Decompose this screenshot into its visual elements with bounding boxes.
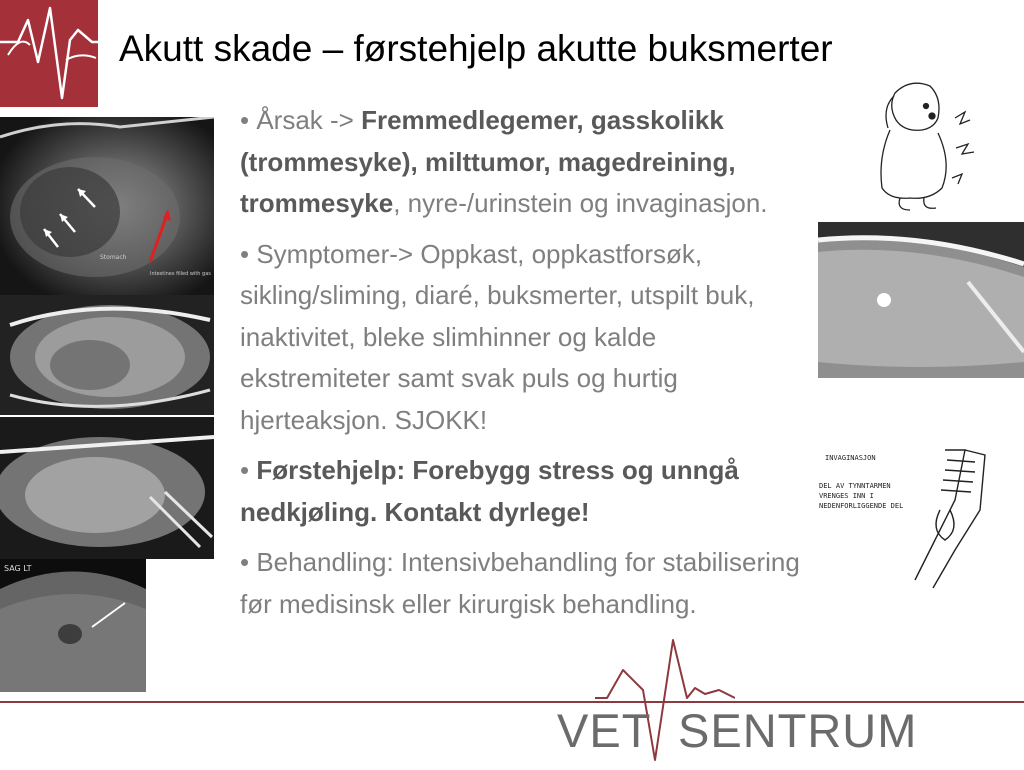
xray-image-abdomen-3 [0,417,214,559]
logo-icon [0,0,98,107]
ultrasound-image [0,559,146,692]
invagination-sketch-image [815,440,995,590]
xray-image-foreign-body [818,222,1024,378]
bullet-cause-lead: Årsak -> [256,105,362,135]
bullet-cause: • Årsak -> Fremmedlegemer, gasskolikk (trommesyke), milttumor, magedreining, trommesyke, nyre-/urinstein og invaginasjon. [240,105,768,218]
bullet-first-aid-text: Førstehjelp: Forebygg stress og unngå nedkjøling. Kontakt dyrlege! [240,455,739,527]
logo [0,0,98,107]
bullet-treatment: • Behandling: Intensivbehandling for stabilisering før medisinsk eller kirurgisk behandling. [240,547,800,619]
xray-image-stomach [0,117,214,295]
page-title: Akutt skade – førstehjelp akutte buksmerter [119,28,833,69]
footer-brand-left: VET [557,704,652,757]
sketch-caption-1: INVAGINASJON [825,454,876,462]
xray-label-intestines: Intestines filled with gas [150,271,211,277]
sketch-caption-4: NEDENFORLIGGENDE DEL [819,502,904,510]
bullet-cause-tail: , nyre-/urinstein og invaginasjon. [393,188,768,218]
bullet-symptoms: • Symptomer-> Oppkast, oppkastforsøk, sikling/sliming, diaré, buksmerter, utspilt buk, inaktivitet, bleke slimhinner og kalde ekstremiteter samt svak puls og hurtig hjerteaksjon. SJOKK! [240,238,755,435]
bullet-treatment-text: Behandling: Intensivbehandling for stabilisering før medisinsk eller kirurgisk behandling. [240,547,800,619]
bullet-cause-bold: Fremmedlegemer, gasskolikk (trommesyke), milttumor, magedreining, trommesyke [240,105,736,218]
xray-image-abdomen-2 [0,295,214,415]
puppy-sketch-image [860,78,990,218]
bullet-first-aid: • Førstehjelp: Forebygg stress og unngå nedkjøling. Kontakt dyrlege! [240,455,739,527]
sketch-caption-3: VRENGES INN I [819,492,874,500]
bullet-list [240,100,810,634]
xray-label-stomach: Stomach [100,254,127,261]
ultrasound-label: SAG LT [4,564,32,573]
bullet-symptoms-text: Symptomer-> Oppkast, oppkastforsøk, sikling/sliming, diaré, buksmerter, utspilt buk, inaktivitet, bleke slimhinner og kalde ekstremiteter samt svak puls og hurtig hjerteaksjon. SJOKK! [240,238,755,435]
footer-brand-right: SENTRUM [678,704,918,757]
sketch-caption-2: DEL AV TYNNTARMEN [819,482,891,490]
